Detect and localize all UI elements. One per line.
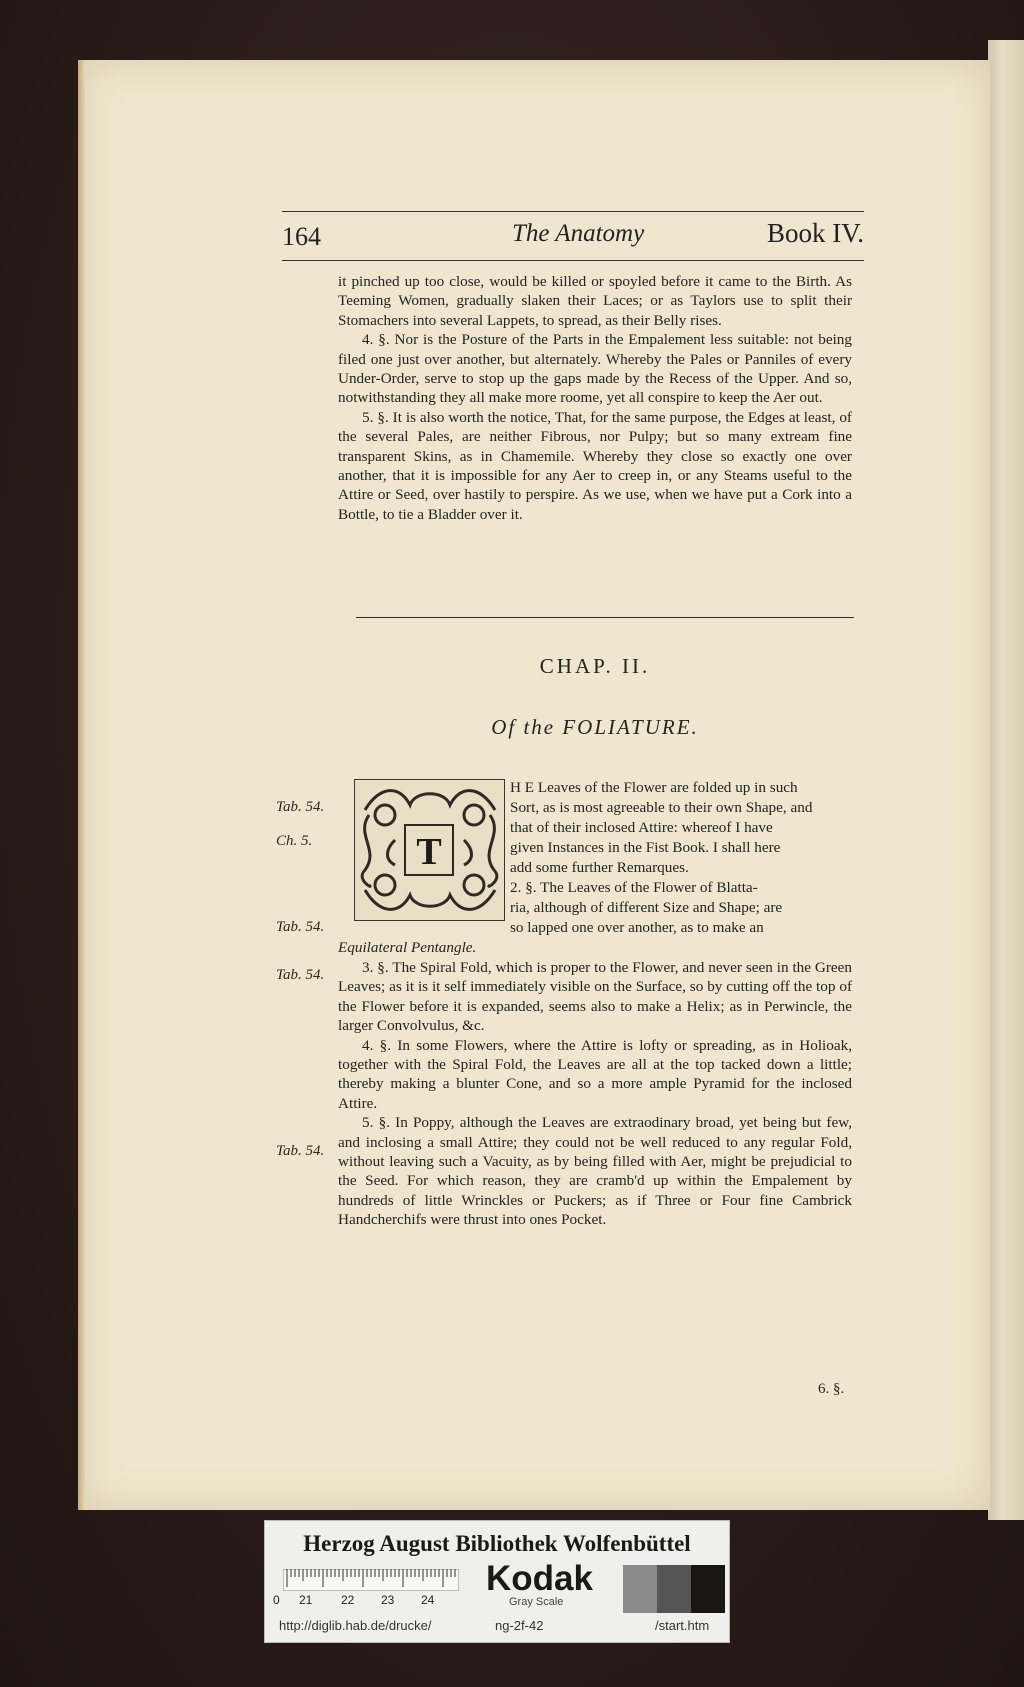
ruler-label: 21 — [299, 1593, 313, 1607]
paragraph: 4. §. In some Flowers, where the Attire is lofty or spreading, as in Holioak, together with the Spiral Fold, the Leaves are all at the top tacked down a little; thereby making a blunter Cone, and so a more ample Pyramid for the inclosed Attire. — [338, 1036, 852, 1112]
ornament-frame-icon — [355, 780, 504, 920]
ruler-label: 23 — [381, 1593, 395, 1607]
marginal-note: Ch. 5. — [276, 833, 313, 849]
text-block-top — [338, 272, 852, 524]
intro-line: that of their inclosed Attire: whereof I have — [510, 819, 773, 836]
chapter-title: Of the FOLIATURE. — [491, 715, 699, 739]
ruler-labels — [269, 1593, 469, 1609]
gray-scale-label: Gray Scale — [509, 1596, 564, 1608]
paragraph: 5. §. It is also worth the notice, That, for the same purpose, the Edges at least, of the several Pales, are neither Fibrous, nor Pulpy; but so many extream fine transparent Skins, as in Chamemile. Whereby they close so exactly one over another, that it is impossible for any Aer to creep in, or any Steams useful to the Attire or Seed, over hastily to perspire. As we use, when we have put a Cork into a Bottle, to tie a Bladder over it. — [338, 408, 852, 523]
decorated-initial — [354, 779, 505, 921]
initial-letter: T — [416, 831, 442, 873]
page-number: 164 — [282, 222, 321, 251]
chapter-number: CHAP. II. — [539, 654, 651, 678]
adjacent-page-edge — [988, 40, 1024, 1520]
marginal-note: Tab. 54. — [276, 1143, 325, 1159]
catchword: 6. §. — [818, 1381, 845, 1397]
intro-line: Sort, as is most agreeable to their own Shape, and — [510, 799, 813, 816]
text-block-bottom — [338, 958, 852, 1230]
ruler-label: 22 — [341, 1593, 355, 1607]
marginal-note: Tab. 54. — [276, 919, 325, 935]
intro-line: add some further Remarques. — [510, 859, 689, 876]
intro-line: Equilateral Pentangle. — [338, 939, 477, 956]
kodak-logo: Kodak — [486, 1559, 593, 1598]
intro-line: 2. §. The Leaves of the Flower of Blatta- — [510, 879, 758, 896]
ruler-label: 0 — [273, 1593, 280, 1607]
page-gutter-fold — [78, 60, 86, 1510]
section-divider — [356, 617, 854, 618]
color-calibration-target — [264, 1520, 730, 1643]
gray-swatch — [623, 1565, 657, 1613]
running-head — [282, 211, 864, 261]
url-middle: ng-2f-42 — [495, 1618, 544, 1633]
marginal-note: Tab. 54. — [276, 967, 325, 983]
paragraph: 4. §. Nor is the Posture of the Parts in the Empalement less suitable: not being filed one just over another, but alternately. Whereby the Pales or Panniles of every Under-Order, serve to stop up the gaps made by the Recess of the Upper. And so, notwithstanding they all make more roome, yet all conspire to keep the Aer out. — [338, 331, 852, 407]
url-right: /start.htm — [655, 1618, 710, 1633]
paragraph: 3. §. The Spiral Fold, which is proper to the Flower, and never seen in the Green Leaves; as it is it self immediately visible on the Surface, so by cutting off the top of the Flower before it is expanded, seems also to make a Helix; as in Perwincle, the larger Convolvulus, &c. — [338, 959, 852, 1035]
intro-line: H E Leaves of the Flower are folded up in such — [510, 779, 798, 796]
gray-swatch — [691, 1565, 725, 1613]
marginal-note: Tab. 54. — [276, 799, 325, 815]
intro-line: given Instances in the Fist Book. I shall here — [510, 839, 781, 856]
running-title: The Anatomy — [512, 220, 645, 247]
url-left: http://diglib.hab.de/drucke/ — [279, 1618, 432, 1633]
paragraph: it pinched up too close, would be killed or spoyled before it came to the Birth. As Teeming Women, gradually slaken their Laces; or as Taylors use to split their Stomachers into several Lappets, to spread, as their Belly rises. — [338, 273, 852, 329]
gray-swatch — [657, 1565, 691, 1613]
paragraph: 5. §. In Poppy, although the Leaves are extraodinary broad, yet being but few, and inclosing a small Attire; they could not be well reduced to any regular Fold, without leaving such a Vacuity, as by being filled with Aer, might be prejudicial to the Seed. For which reason, they are cramb'd up within the Empalement by hundreds of little Wrinckles or Puckers; as if Three or Four fine Cambrick Handcherchifs were thrust into ones Pocket. — [338, 1114, 852, 1229]
book-label: Book IV. — [766, 218, 864, 248]
intro-line: so lapped one over another, as to make an — [510, 919, 764, 936]
ruler-label: 24 — [421, 1593, 435, 1607]
library-name: Herzog August Bibliothek Wolfenbüttel — [303, 1531, 691, 1556]
ruler-icon — [283, 1569, 459, 1591]
intro-line: ria, although of different Size and Shape; are — [510, 899, 783, 916]
